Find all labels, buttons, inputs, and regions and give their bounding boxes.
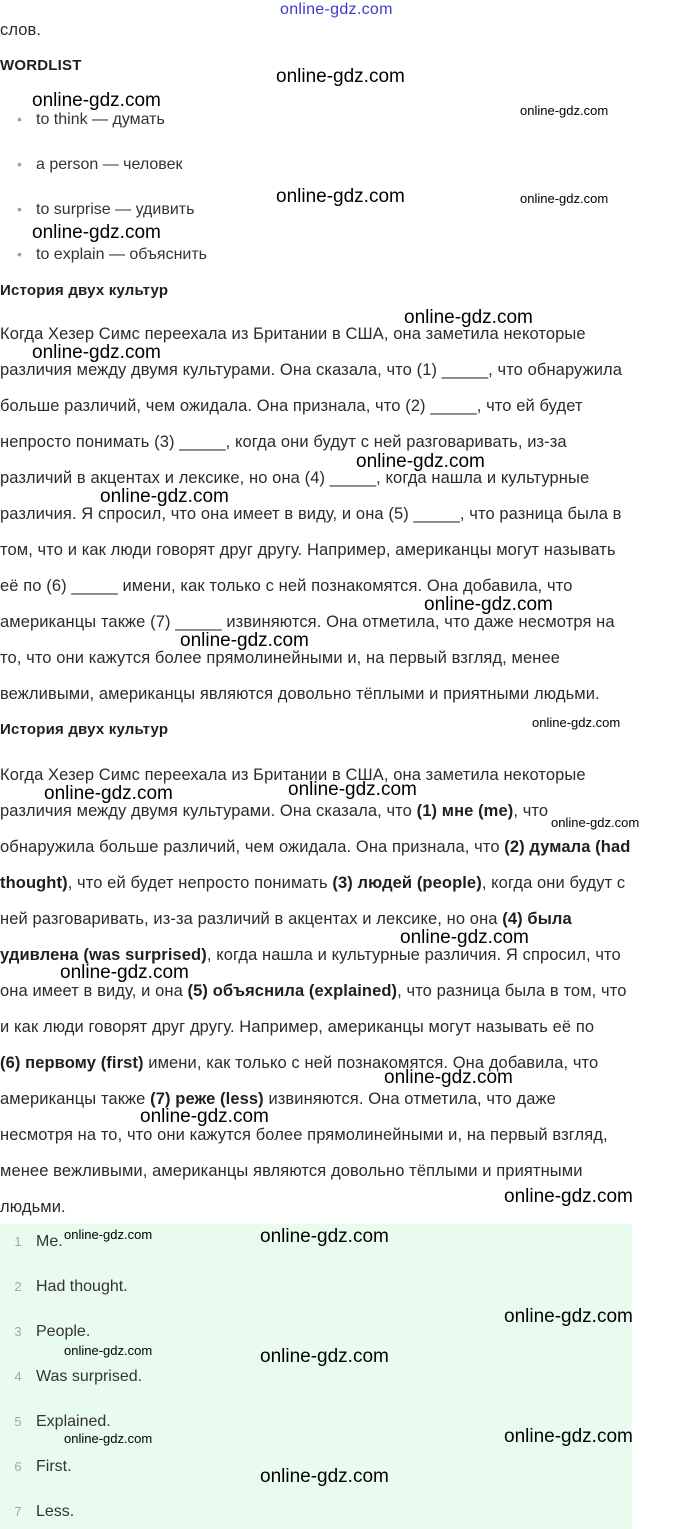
watermark: online-gdz.com <box>260 1226 389 1247</box>
watermark: online-gdz.com <box>260 1466 389 1487</box>
answer-highlight: (5) объяснила (explained) <box>187 982 398 1000</box>
bullet-icon: • <box>17 111 22 127</box>
solution-title: История двух культур <box>0 721 169 738</box>
watermark: online-gdz.com <box>276 186 405 207</box>
answer-item: 5 Explained. <box>14 1413 111 1430</box>
task-line: непросто понимать (3) _____, когда они будут с ней разговаривать, из-за <box>0 433 567 451</box>
watermark: online-gdz.com <box>32 222 161 243</box>
answer-item: 2 Had thought. <box>14 1278 128 1295</box>
task-line: различий в акцентах и лексике, но она (4) _____, когда нашла и культурные <box>0 469 590 487</box>
task-line: различия. Я спросил, что она имеет в виду, и она (5) _____, что разница была в <box>0 505 622 523</box>
watermark: online-gdz.com <box>520 103 609 118</box>
answer-item: 6 First. <box>14 1458 72 1475</box>
watermark: online-gdz.com <box>532 715 621 730</box>
watermark: online-gdz.com <box>32 342 161 363</box>
watermark: online-gdz.com <box>64 1227 153 1242</box>
solution-line: она имеет в виду, и она (5) объяснила (explained), что разница была в том, что <box>0 982 627 1000</box>
list-item: • to think — думать <box>0 111 165 129</box>
solution-line: обнаружила больше различий, чем ожидала. Она признала, что (2) думала (had <box>0 838 631 856</box>
answer-item: 1 Me. <box>14 1233 63 1250</box>
watermark: online-gdz.com <box>551 815 640 830</box>
list-item: • to explain — объяснить <box>0 246 207 264</box>
list-item: • a person — человек <box>0 156 183 174</box>
solution-line: (6) первому (first) имени, как только с ней познакомятся. Она добавила, что <box>0 1054 599 1072</box>
watermark: online-gdz.com <box>504 1186 633 1207</box>
watermark: online-gdz.com <box>424 594 553 615</box>
solution-line: ней разговаривать, из-за различий в акцентах и лексике, но она (4) была <box>0 910 572 928</box>
top-watermark: online-gdz.com <box>280 1 393 18</box>
watermark: online-gdz.com <box>384 1067 513 1088</box>
watermark: online-gdz.com <box>520 191 609 206</box>
answer-highlight: (7) реже (less) <box>150 1090 264 1108</box>
watermark: online-gdz.com <box>504 1426 633 1447</box>
answer-item: 4 Was surprised. <box>14 1368 143 1385</box>
answer-highlight: удивлена (was surprised) <box>0 946 207 964</box>
watermark: online-gdz.com <box>64 1431 153 1446</box>
task-title: История двух культур <box>0 282 169 299</box>
solution-line: менее вежливыми, американцы являются довольно тёплыми и приятными <box>0 1162 583 1180</box>
answer-highlight: (4) была <box>502 910 572 928</box>
answer-highlight: (6) первому (first) <box>0 1054 144 1072</box>
bullet-icon: • <box>17 201 22 217</box>
watermark: online-gdz.com <box>356 451 485 472</box>
answer-highlight: (2) думала (had <box>504 838 631 856</box>
answer-highlight: (1) мне (me) <box>416 802 514 820</box>
solution-line: различия между двумя культурами. Она сказала, что (1) мне (me), что <box>0 802 549 820</box>
answer-highlight: (3) людей (people) <box>332 874 482 892</box>
task-line: то, что они кажутся более прямолинейными и, на первый взгляд, менее <box>0 649 561 667</box>
solution-line: thought), что ей будет непросто понимать (3) людей (people), когда они будут с <box>0 874 626 892</box>
text-fragment: слов. <box>0 21 42 39</box>
task-line: различия между двумя культурами. Она сказала, что (1) _____, что обнаружила <box>0 361 623 379</box>
task-line: её по (6) _____ имени, как только с ней познакомятся. Она добавила, что <box>0 577 573 595</box>
watermark: online-gdz.com <box>60 962 189 983</box>
solution-line: американцы также (7) реже (less) извиняются. Она отметила, что даже <box>0 1090 556 1108</box>
task-line: том, что и как люди говорят друг другу. Например, американцы могут называть <box>0 541 616 559</box>
task-line: вежливыми, американцы являются довольно тёплыми и приятными людьми. <box>0 685 600 703</box>
watermark: online-gdz.com <box>32 90 161 111</box>
solution-line: и как люди говорят друг другу. Например, американцы могут называть её по <box>0 1018 595 1036</box>
watermark: online-gdz.com <box>64 1343 153 1358</box>
watermark: online-gdz.com <box>504 1306 633 1327</box>
watermark: online-gdz.com <box>180 630 309 651</box>
watermark: online-gdz.com <box>400 927 529 948</box>
task-line: больше различий, чем ожидала. Она признала, что (2) _____, что ей будет <box>0 397 583 415</box>
solution-line: несмотря на то, что они кажутся более прямолинейными и, на первый взгляд, <box>0 1126 608 1144</box>
solution-line: людьми. <box>0 1198 66 1216</box>
watermark: online-gdz.com <box>260 1346 389 1367</box>
watermark: online-gdz.com <box>140 1106 269 1127</box>
wordlist-heading: WORDLIST <box>0 57 82 74</box>
list-item: • to surprise — удивить <box>0 201 194 219</box>
task-line: Когда Хезер Симс переехала из Британии в США, она заметила некоторые <box>0 325 586 343</box>
answer-item: 3 People. <box>14 1323 91 1340</box>
answer-item: 7 Less. <box>14 1503 75 1520</box>
watermark: online-gdz.com <box>404 307 533 328</box>
answer-highlight: thought) <box>0 874 68 892</box>
watermark: online-gdz.com <box>44 783 173 804</box>
bullet-icon: • <box>17 156 22 172</box>
watermark: online-gdz.com <box>288 779 417 800</box>
watermark: online-gdz.com <box>100 486 229 507</box>
solution-line: удивлена (was surprised), когда нашла и культурные различия. Я спросил, что <box>0 946 621 964</box>
solution-line: Когда Хезер Симс переехала из Британии в США, она заметила некоторые <box>0 766 586 784</box>
watermark: online-gdz.com <box>276 66 405 87</box>
task-line: американцы также (7) _____ извиняются. Она отметила, что даже несмотря на <box>0 613 615 631</box>
bullet-icon: • <box>17 246 22 262</box>
